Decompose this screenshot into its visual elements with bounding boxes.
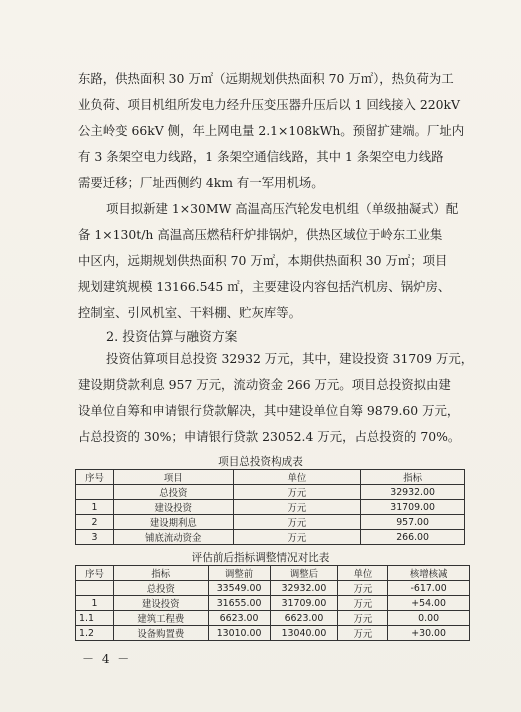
table-header-cell: 序号 <box>76 566 114 581</box>
table-cell: 6623.00 <box>270 611 338 626</box>
paragraph-project-scope <box>78 196 473 326</box>
paragraph-investment <box>78 346 473 450</box>
table-cell: 万元 <box>338 581 388 596</box>
text-line: 投资估算项目总投资 32932 万元，其中，建设投资 31709 万元， <box>106 351 474 366</box>
table-header-row <box>76 470 465 485</box>
table-header-cell: 指标 <box>113 566 208 581</box>
table-cell: 13010.00 <box>208 626 270 641</box>
table-cell: 1 <box>76 596 114 611</box>
table-row <box>76 515 465 530</box>
table-cell: 266.00 <box>361 530 465 545</box>
table-header-cell: 项目 <box>113 470 233 485</box>
text-line: 建设期贷款利息 957 万元，流动资金 266 万元。项目总投资拟由建 <box>78 377 451 392</box>
table-row <box>76 596 470 611</box>
table2-title: 评估前后指标调整情况对比表 <box>191 552 330 564</box>
table-cell: 建设期利息 <box>113 515 233 530</box>
text-line: 项目拟新建 1×30MW 高温高压汽轮发电机组（单级抽凝式）配 <box>106 201 459 216</box>
text-line: 中区内，远期规划供热面积 70 万㎡，本期供热面积 30 万㎡；项目 <box>78 253 448 268</box>
text-line: 占总投资的 30%；申请银行贷款 23052.4 万元，占总投资的 70%。 <box>78 429 461 444</box>
table-cell: 0.00 <box>388 611 470 626</box>
table-cell: 1.2 <box>76 626 114 641</box>
text-line: 需要迁移；厂址西侧约 4km 有一军用机场。 <box>78 175 324 190</box>
text-line: 设单位自筹和申请银行贷款解决，其中建设单位自筹 9879.60 万元， <box>78 403 460 418</box>
table-row <box>76 500 465 515</box>
table-cell: 13040.00 <box>270 626 338 641</box>
page-number: － 4 － <box>82 652 132 666</box>
table-row <box>76 626 470 641</box>
indicator-adjustment-table <box>75 565 470 641</box>
table-header-cell: 调整前 <box>208 566 270 581</box>
table-cell: 3 <box>76 530 114 545</box>
table-cell: +30.00 <box>388 626 470 641</box>
text-line: 业负荷、项目机组所发电力经升压变压器升压后以 1 回线接入 220kV <box>78 97 460 112</box>
table-header-cell: 核增核减 <box>388 566 470 581</box>
table-cell: 万元 <box>338 596 388 611</box>
table-cell: 957.00 <box>361 515 465 530</box>
text-line: 有 3 条架空电力线路，1 条架空通信线路，其中 1 条架空电力线路 <box>78 149 444 164</box>
table-row <box>76 530 465 545</box>
table-cell: 万元 <box>233 500 361 515</box>
text-line: 备 1×130t/h 高温高压燃秸秆炉排锅炉，供热区域位于岭东工业集 <box>78 227 443 242</box>
table-cell: 6623.00 <box>208 611 270 626</box>
table-cell: 万元 <box>233 530 361 545</box>
table-cell: 33549.00 <box>208 581 270 596</box>
table-cell <box>76 485 114 500</box>
section-heading: 2. 投资估算与融资方案 <box>106 330 238 345</box>
table-cell: 万元 <box>338 626 388 641</box>
text-line: 公主岭变 66kV 侧，年上网电量 2.1×108kWh。预留扩建端。厂址内 <box>78 123 465 138</box>
table-cell: 1 <box>76 500 114 515</box>
table-row <box>76 581 470 596</box>
table-cell: 建筑工程费 <box>113 611 208 626</box>
table-row <box>76 611 470 626</box>
table-header-row <box>76 566 470 581</box>
table-cell: 铺底流动资金 <box>113 530 233 545</box>
table-header-cell: 指标 <box>361 470 465 485</box>
table-cell: 总投资 <box>113 485 233 500</box>
table-cell: 建设投资 <box>113 500 233 515</box>
text-line: 控制室、引风机室、干料棚、贮灰库等。 <box>78 305 302 320</box>
text-line: 规划建筑规模 13166.545 ㎡，主要建设内容包括汽机房、锅炉房、 <box>78 279 451 294</box>
table-header-cell: 单位 <box>338 566 388 581</box>
investment-composition-table <box>75 469 465 545</box>
table-cell: 32932.00 <box>270 581 338 596</box>
table-cell: 建设投资 <box>113 596 208 611</box>
table-header-cell: 序号 <box>76 470 114 485</box>
table-cell: 设备购置费 <box>113 626 208 641</box>
table-cell: 总投资 <box>113 581 208 596</box>
table-cell: 31709.00 <box>270 596 338 611</box>
table-cell: 2 <box>76 515 114 530</box>
table1-title: 项目总投资构成表 <box>218 456 303 468</box>
table-row <box>76 485 465 500</box>
table-cell: 31709.00 <box>361 500 465 515</box>
text-line: 东路，供热面积 30 万㎡（远期规划供热面积 70 万㎡），热负荷为工 <box>78 71 454 86</box>
table-cell <box>76 581 114 596</box>
table-cell: 万元 <box>233 515 361 530</box>
table-cell: +54.00 <box>388 596 470 611</box>
table-cell: 万元 <box>233 485 361 500</box>
table-cell: 32932.00 <box>361 485 465 500</box>
paragraph-heat-supply <box>78 66 473 196</box>
table-cell: 1.1 <box>76 611 114 626</box>
table-cell: 万元 <box>338 611 388 626</box>
table-header-cell: 调整后 <box>270 566 338 581</box>
table-cell: 31655.00 <box>208 596 270 611</box>
table-cell: -617.00 <box>388 581 470 596</box>
table-header-cell: 单位 <box>233 470 361 485</box>
